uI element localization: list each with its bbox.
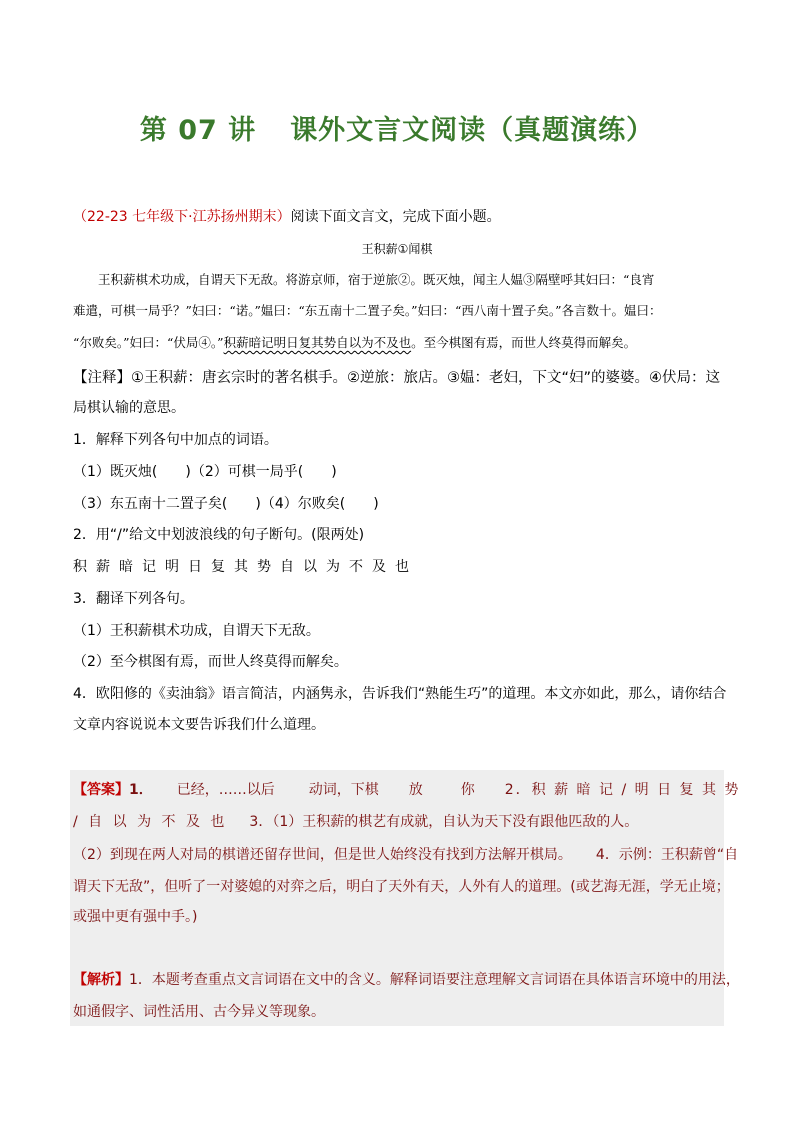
passage-title: 王积薪①闻棋 bbox=[361, 242, 433, 256]
question-3: 3．翻译下列各句。 bbox=[73, 591, 194, 607]
question-3-row-2: （2）至今棋图有焉，而世人终莫得而解矣。 bbox=[73, 654, 348, 670]
answer-line-1 bbox=[73, 780, 740, 800]
notes-line-1: 【注释】①王积薪：唐玄宗时的著名棋手。②逆旅：旅店。③媪：老妇，下文“妇”的婆婆。④伏局：这 bbox=[73, 370, 721, 386]
lecture-number: 第 07 讲 bbox=[139, 115, 257, 146]
instruction: 阅读下面文言文，完成下面小题。 bbox=[290, 209, 501, 225]
answer-line-3 bbox=[73, 845, 738, 865]
answer-3-1: 3．（1）王积薪的棋艺有成就，自认为天下没有跟他匹敌的人。 bbox=[249, 814, 639, 830]
analysis-label: 【解析】 bbox=[73, 972, 129, 988]
answer-line-4: 谓天下无敌”，但听了一对婆媳的对弈之后，明白了天外有天，人外有人的道理。(或艺海无涯，学无止境； bbox=[73, 879, 730, 895]
answer-label: 【答案】 bbox=[73, 782, 129, 798]
answer-1-3: 放 bbox=[408, 782, 423, 798]
question-2: 2．用“/”给文中划波浪线的句子断句。(限两处) bbox=[73, 527, 365, 543]
notes-line-2: 局棋认输的意思。 bbox=[73, 400, 185, 416]
analysis-text-1: 1．本题考查重点文言词语在文中的含义。解释词语要注意理解文言词语在具体语言环境中的用法， bbox=[129, 972, 740, 988]
answer-3-2: （2）到现在两人对局的棋谱还留存世间，但是世人始终没有找到方法解开棋局。 bbox=[73, 847, 572, 863]
answer-1-4: 你 bbox=[460, 782, 475, 798]
analysis-line-2: 如通假字、词性活用、古今异义等现象。 bbox=[73, 1004, 325, 1020]
passage-line-2: 难遣，可棋一局乎？”妇曰：“诺。”媪曰：“东五南十二置子矣。”妇曰：“西八南十置子矣。”各言数十。媪曰： bbox=[73, 303, 662, 318]
question-2-sentence: 积薪暗记明日复其势自以为不及也 bbox=[73, 559, 418, 575]
source-line bbox=[73, 207, 501, 227]
answer-2-part-2: / 自 以 为 不 及 也 bbox=[73, 814, 228, 830]
question-1-row-2: （3）东五南十二置子矣( )（4）尔败矣( ) bbox=[73, 496, 379, 512]
question-4-line-1: 4．欧阳修的《卖油翁》语言简洁，内涵隽永，告诉我们“熟能生巧”的道理。本文亦如此，那么，请你结合 bbox=[73, 686, 727, 702]
answer-1-2: 动词，下棋 bbox=[308, 782, 379, 798]
answer-4-start: 4．示例：王积薪曾“自 bbox=[595, 847, 739, 863]
passage-line-3-start: “尔败矣。”妇曰：“伏局④。” bbox=[73, 335, 224, 350]
answer-2-part-1: 2．积 薪 暗 记 / 明 日 复 其 势 bbox=[504, 782, 741, 798]
question-1: 1．解释下列各句中加点的词语。 bbox=[73, 432, 278, 448]
question-1-row-1: （1）既灭烛( )（2）可棋一局乎( ) bbox=[73, 464, 337, 480]
lecture-topic: 课外文言文阅读（真题演练） bbox=[290, 115, 655, 146]
answer-line-2 bbox=[73, 812, 638, 832]
source-tag: （22-23 七年级下·江苏扬州期末） bbox=[73, 209, 291, 225]
answer-1-1: 已经，……以后 bbox=[176, 782, 275, 798]
passage-line-3-end: 。至今棋图有焉，而世人终莫得而解矣。 bbox=[411, 335, 637, 350]
question-4-line-2: 文章内容说说本文要告诉我们什么道理。 bbox=[73, 717, 325, 733]
answer-line-5: 或强中更有强中手。) bbox=[73, 909, 198, 925]
passage-line-1: 王积薪棋术功成，自谓天下无敌。将游京师，宿于逆旅②。既灭烛，闻主人媪③隔壁呼其妇曰：“良宵 bbox=[98, 272, 655, 287]
page-title bbox=[0, 108, 794, 147]
wavy-underlined-sentence: 积薪暗记明日复其势自以为不及也 bbox=[223, 335, 412, 350]
answer-1-number: 1． bbox=[129, 782, 153, 798]
question-3-row-1: （1）王积薪棋术功成，自谓天下无敌。 bbox=[73, 623, 320, 639]
passage-line-3 bbox=[73, 333, 636, 353]
analysis-line-1 bbox=[73, 970, 740, 990]
